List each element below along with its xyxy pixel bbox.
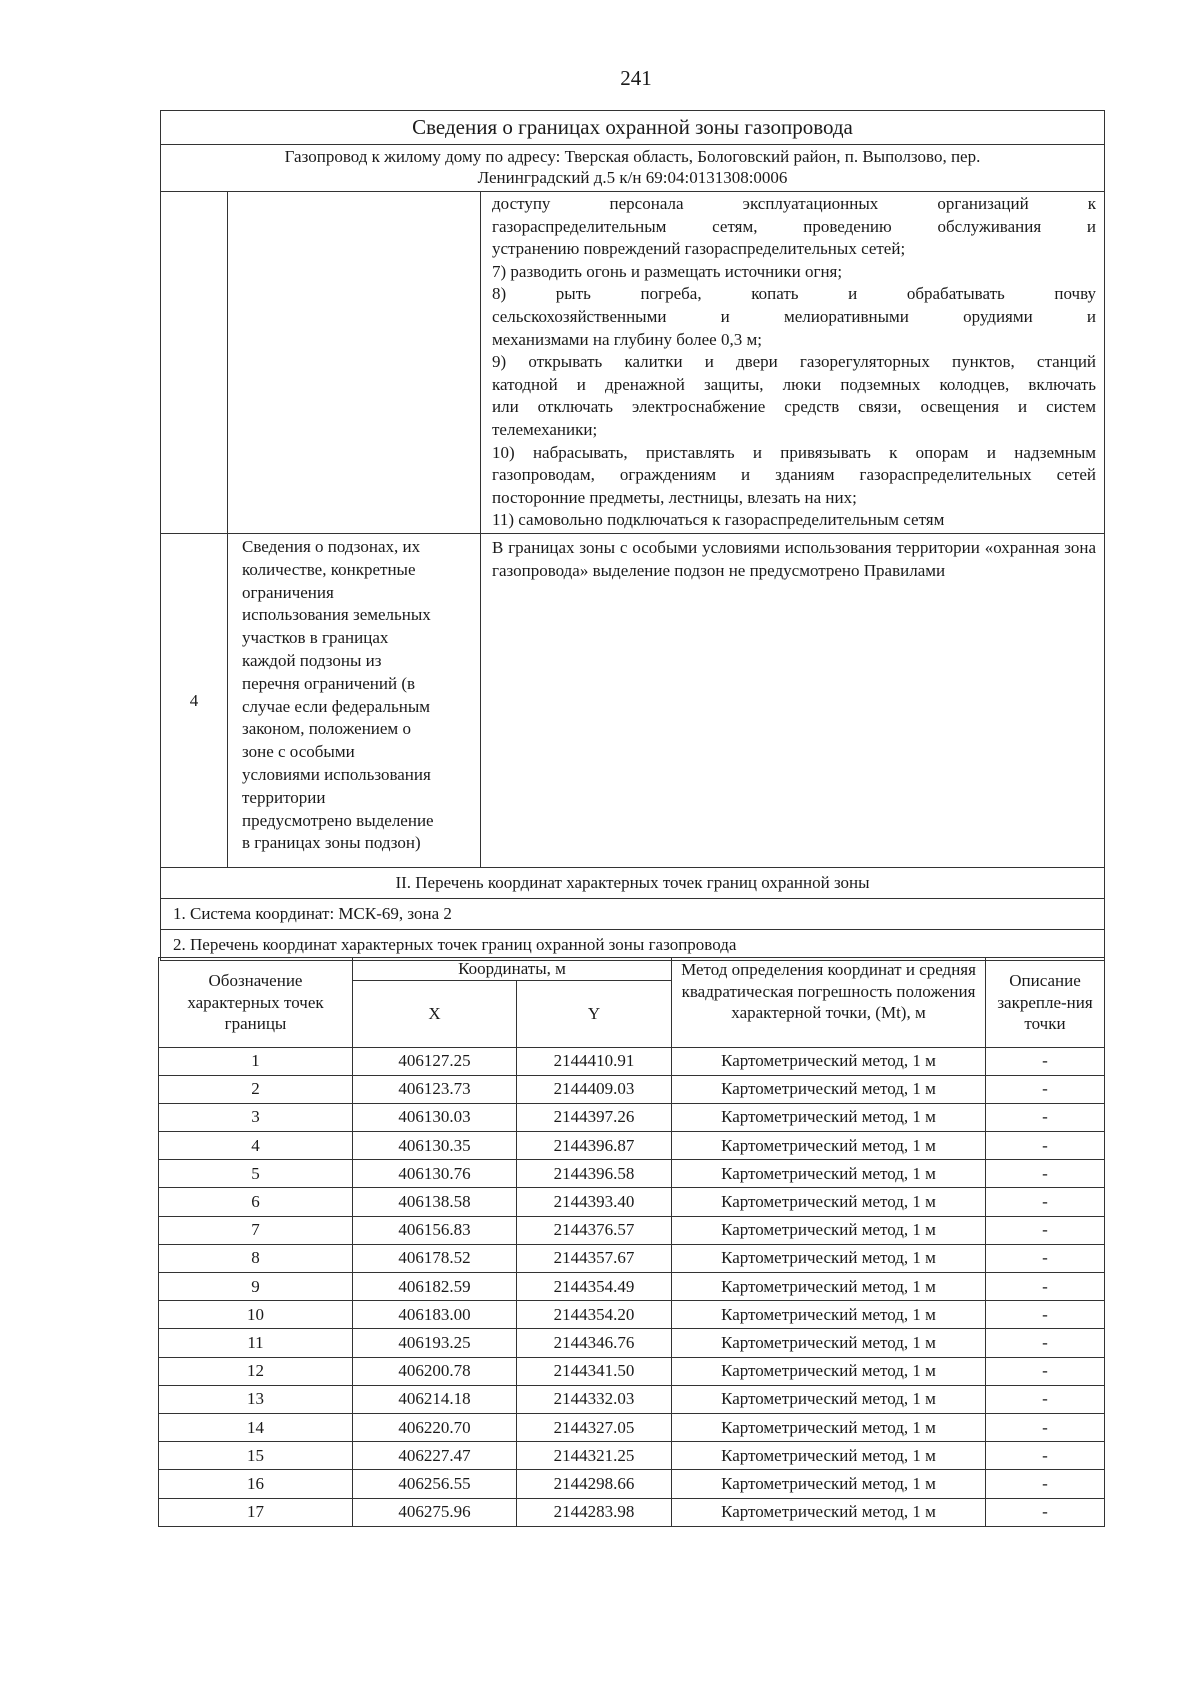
point-number-cell: 6: [159, 1188, 353, 1216]
point-number-cell: 8: [159, 1244, 353, 1272]
subzones-row-number: 4: [161, 534, 228, 868]
y-cell: 2144341.50: [517, 1357, 672, 1385]
x-cell: 406256.55: [353, 1470, 517, 1498]
point-number-cell: 17: [159, 1498, 353, 1526]
header-description: Описание закрепле-ния точки: [986, 958, 1105, 1048]
description-cell: -: [986, 1301, 1105, 1329]
y-cell: 2144396.87: [517, 1132, 672, 1160]
table-row: [159, 1244, 1105, 1272]
restriction-line: 9) открывать калитки и двери газорегуляторных пунктов, станций: [492, 352, 1097, 372]
document-title: Сведения о границах охранной зоны газопровода: [161, 111, 1105, 145]
page-number: 241: [620, 66, 652, 90]
method-cell: Картометрический метод, 1 м: [672, 1442, 986, 1470]
method-cell: Картометрический метод, 1 м: [672, 1103, 986, 1131]
restriction-line: 7) разводить огонь и размещать источники огня;: [492, 261, 843, 281]
y-cell: 2144396.58: [517, 1160, 672, 1188]
y-cell: 2144298.66: [517, 1470, 672, 1498]
table-row: [159, 1413, 1105, 1441]
table-row: [159, 1075, 1105, 1103]
point-number-cell: 4: [159, 1132, 353, 1160]
table-row: [159, 1103, 1105, 1131]
description-cell: -: [986, 1103, 1105, 1131]
y-cell: 2144397.26: [517, 1103, 672, 1131]
subzones-name-line: участков в границах: [242, 628, 389, 648]
coordinates-table: [158, 957, 1105, 1527]
subzones-name-line: количестве, конкретные: [242, 559, 416, 579]
method-cell: Картометрический метод, 1 м: [672, 1047, 986, 1075]
table-row: [159, 1160, 1105, 1188]
restriction-line: телемеханики;: [492, 419, 598, 439]
method-cell: Картометрический метод, 1 м: [672, 1160, 986, 1188]
address-cell: [161, 145, 1105, 192]
point-number-cell: 3: [159, 1103, 353, 1131]
subzones-name-line: каждой подзоны из: [242, 650, 382, 670]
header-method: Метод определения координат и средняя квадратическая погрешность положения характерной точки, (Мt), м: [672, 958, 986, 1048]
description-cell: -: [986, 1273, 1105, 1301]
section-2-title: II. Перечень координат характерных точек границ охранной зоны: [161, 868, 1105, 899]
point-number-cell: 12: [159, 1357, 353, 1385]
description-cell: -: [986, 1329, 1105, 1357]
restriction-line: газопроводам, ограждениям и зданиям газораспределительных сетей: [492, 465, 1097, 485]
y-cell: 2144393.40: [517, 1188, 672, 1216]
method-cell: Картометрический метод, 1 м: [672, 1301, 986, 1329]
restriction-line: или отключать электроснабжение средств связи, освещения и систем: [492, 397, 1097, 417]
y-cell: 2144357.67: [517, 1244, 672, 1272]
point-number-cell: 5: [159, 1160, 353, 1188]
y-cell: 2144354.20: [517, 1301, 672, 1329]
y-cell: 2144410.91: [517, 1047, 672, 1075]
restriction-line: катодной и дренажной защиты, люки подземных колодцев, включать: [492, 374, 1097, 394]
table-row: [159, 1470, 1105, 1498]
description-cell: -: [986, 1385, 1105, 1413]
restriction-line: сельскохозяйственными и мелиоративными орудиями и: [492, 306, 1097, 326]
table-row: [159, 1047, 1105, 1075]
subzones-name-line: зоне с особыми: [242, 742, 355, 762]
restriction-line: 10) набрасывать, приставлять и привязывать к опорам и надземным: [492, 442, 1097, 462]
point-number-cell: 7: [159, 1216, 353, 1244]
table-row: [159, 1301, 1105, 1329]
subzones-name-line: перечня ограничений (в: [242, 673, 416, 693]
restriction-line: посторонние предметы, лестницы, влезать на них;: [492, 487, 857, 507]
description-cell: -: [986, 1244, 1105, 1272]
y-cell: 2144354.49: [517, 1273, 672, 1301]
row-number-empty: [161, 192, 228, 534]
method-cell: Картометрический метод, 1 м: [672, 1385, 986, 1413]
method-cell: Картометрический метод, 1 м: [672, 1188, 986, 1216]
x-cell: 406123.73: [353, 1075, 517, 1103]
subzones-name-line: случае если федеральным: [242, 696, 431, 716]
subzones-name-line: ограничения: [242, 582, 334, 602]
description-cell: -: [986, 1075, 1105, 1103]
y-cell: 2144346.76: [517, 1329, 672, 1357]
header-x: X: [353, 980, 517, 1047]
point-number-cell: 1: [159, 1047, 353, 1075]
method-cell: Картометрический метод, 1 м: [672, 1329, 986, 1357]
x-cell: 406275.96: [353, 1498, 517, 1526]
point-number-cell: 2: [159, 1075, 353, 1103]
x-cell: 406130.76: [353, 1160, 517, 1188]
table-row: [159, 1385, 1105, 1413]
header-y: Y: [517, 980, 672, 1047]
table-row: [159, 1442, 1105, 1470]
point-number-cell: 11: [159, 1329, 353, 1357]
x-cell: 406183.00: [353, 1301, 517, 1329]
x-cell: 406130.03: [353, 1103, 517, 1131]
method-cell: Картометрический метод, 1 м: [672, 1216, 986, 1244]
description-cell: -: [986, 1442, 1105, 1470]
description-cell: -: [986, 1160, 1105, 1188]
description-cell: -: [986, 1047, 1105, 1075]
point-number-cell: 10: [159, 1301, 353, 1329]
method-cell: Картометрический метод, 1 м: [672, 1470, 986, 1498]
x-cell: 406227.47: [353, 1442, 517, 1470]
method-cell: Картометрический метод, 1 м: [672, 1413, 986, 1441]
subzones-name-line: законом, положением о: [242, 719, 411, 739]
restriction-line: газораспределительным сетям, проведению обслуживания и: [492, 216, 1097, 236]
subzones-name-line: предусмотрено выделение: [242, 810, 434, 830]
point-number-cell: 15: [159, 1442, 353, 1470]
y-cell: 2144409.03: [517, 1075, 672, 1103]
point-number-cell: 14: [159, 1413, 353, 1441]
y-cell: 2144321.25: [517, 1442, 672, 1470]
subzones-name: [228, 534, 481, 868]
point-number-cell: 9: [159, 1273, 353, 1301]
x-cell: 406127.25: [353, 1047, 517, 1075]
coordinates-rows: [159, 1047, 1105, 1526]
method-cell: Картометрический метод, 1 м: [672, 1273, 986, 1301]
zone-info-table: [160, 110, 1105, 961]
y-cell: 2144376.57: [517, 1216, 672, 1244]
x-cell: 406156.83: [353, 1216, 517, 1244]
method-cell: Картометрический метод, 1 м: [672, 1498, 986, 1526]
point-number-cell: 13: [159, 1385, 353, 1413]
x-cell: 406193.25: [353, 1329, 517, 1357]
restriction-line: доступу персонала эксплуатационных организаций к: [492, 194, 1097, 213]
x-cell: 406130.35: [353, 1132, 517, 1160]
restriction-line: устранению повреждений газораспределительных сетей;: [492, 239, 906, 259]
description-cell: -: [986, 1357, 1105, 1385]
row-name-empty: [228, 192, 481, 534]
x-cell: 406220.70: [353, 1413, 517, 1441]
description-cell: -: [986, 1413, 1105, 1441]
x-cell: 406200.78: [353, 1357, 517, 1385]
y-cell: 2144283.98: [517, 1498, 672, 1526]
subzones-name-line: Сведения о подзонах, их: [242, 537, 421, 556]
subzones-name-line: использования земельных: [242, 605, 431, 625]
header-coordinates: Координаты, м: [353, 958, 672, 981]
description-cell: -: [986, 1188, 1105, 1216]
description-cell: -: [986, 1216, 1105, 1244]
restriction-line: 8) рыть погреба, копать и обрабатывать почву: [492, 284, 1097, 304]
subzones-name-line: в границах зоны подзон): [242, 833, 421, 853]
header-point: Обозначение характерных точек границы: [159, 958, 353, 1048]
x-cell: 406138.58: [353, 1188, 517, 1216]
restriction-line: 11) самовольно подключаться к газораспределительным сетям: [492, 510, 945, 530]
method-cell: Картометрический метод, 1 м: [672, 1132, 986, 1160]
table-row: [159, 1329, 1105, 1357]
coordinate-system: 1. Система координат: МСК-69, зона 2: [161, 899, 1105, 930]
x-cell: 406178.52: [353, 1244, 517, 1272]
description-cell: -: [986, 1498, 1105, 1526]
method-cell: Картометрический метод, 1 м: [672, 1357, 986, 1385]
x-cell: 406214.18: [353, 1385, 517, 1413]
restriction-line: механизмами на глубину более 0,3 м;: [492, 329, 762, 349]
subzones-text: В границах зоны с особыми условиями использования территории «охранная зона газопровода» выделение подзон не предусмотрено Правилами: [481, 534, 1105, 868]
y-cell: 2144327.05: [517, 1413, 672, 1441]
y-cell: 2144332.03: [517, 1385, 672, 1413]
subzones-name-line: условиями использования: [242, 764, 431, 784]
table-row: [159, 1357, 1105, 1385]
table-row: [159, 1498, 1105, 1526]
subzones-name-line: территории: [242, 787, 326, 807]
method-cell: Картометрический метод, 1 м: [672, 1075, 986, 1103]
table-row: [159, 1132, 1105, 1160]
x-cell: 406182.59: [353, 1273, 517, 1301]
point-number-cell: 16: [159, 1470, 353, 1498]
address-line: Ленинградский д.5 к/н 69:04:0131308:0006: [477, 168, 788, 187]
description-cell: -: [986, 1132, 1105, 1160]
coordinates-list-title: 2. Перечень координат характерных точек границ охранной зоны газопровода: [161, 930, 1105, 961]
restrictions-text: [481, 192, 1105, 534]
table-row: [159, 1273, 1105, 1301]
description-cell: -: [986, 1470, 1105, 1498]
table-row: [159, 1188, 1105, 1216]
method-cell: Картометрический метод, 1 м: [672, 1244, 986, 1272]
table-row: [159, 1216, 1105, 1244]
address-line: Газопровод к жилому дому по адресу: Тверская область, Бологовский район, п. Выползово, пер.: [284, 147, 981, 166]
